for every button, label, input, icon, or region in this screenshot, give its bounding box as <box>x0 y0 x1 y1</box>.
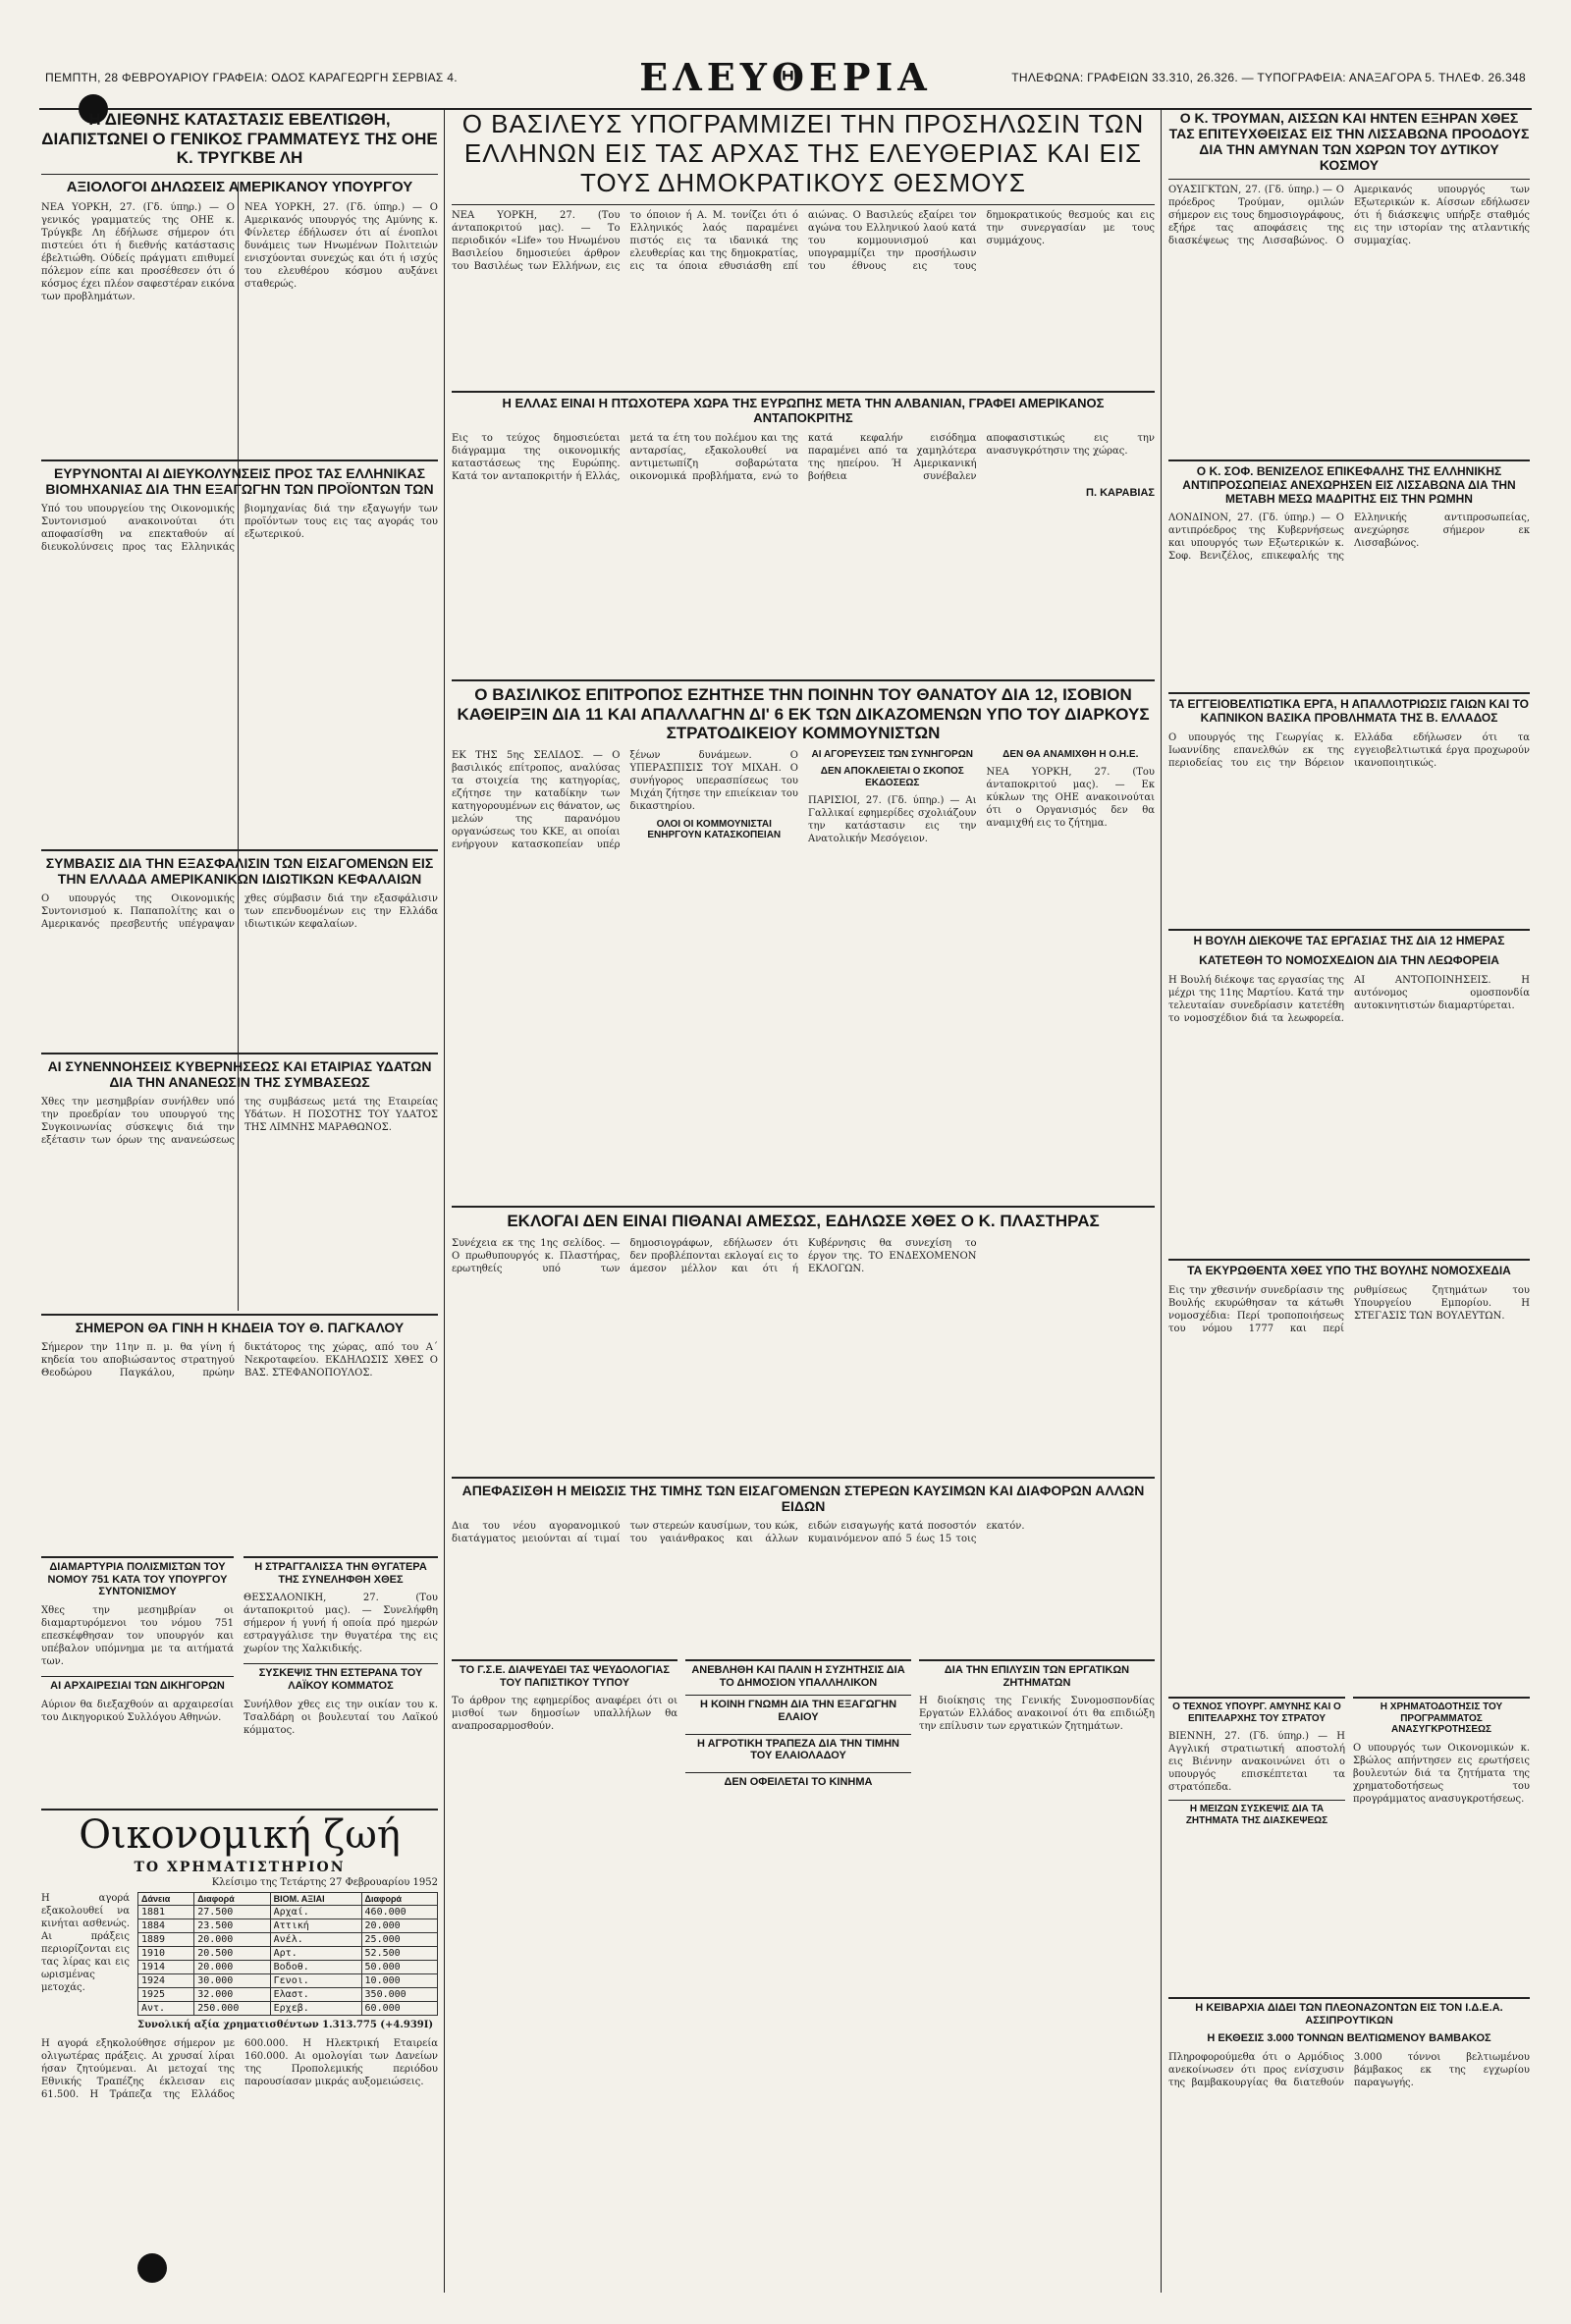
article-body: Χθες την μεσημβρίαν συνήλθεν υπό την προεδρίαν του υπουργού της Συγκοινωνίας σύσκεψις διά την εξέτασιν των όρων της ανανεώσεως της συμβάσεως μετά της Εταιρείας Υδάτων. Η ΠΟΣΟΤΗΣ ΤΟΥ ΥΔΑΤΟΣ ΤΗΣ ΛΙΜΝΗΣ ΜΑΡΑΘΩΝΟΣ. <box>41 1097 438 1147</box>
article-body: Ο υπουργός των Οικονομικών κ. Σβώλος απήντησεν εις ερωτήσεις βουλευτών διά τα ζητήματα της χρηματοδοτήσεως του προγράμματος ανασυγκροτήσεως. <box>1353 1742 1530 1805</box>
article-headline: Ο Κ. ΤΡΟΥΜΑΝ, ΑΙΣΣΩΝ ΚΑΙ ΗΝΤΕΝ ΕΞΗΡΑΝ ΧΘΕΣ ΤΑΣ ΕΠΙΤΕΥΧΘΕΙΣΑΣ ΕΙΣ ΤΗΝ ΛΙΣΣΑΒΩΝΑ ΠΡΟΟΔΟΥΣ ΔΙΑ ΤΗΝ ΑΜΥΝΑΝ ΤΩΝ ΧΩΡΩΝ ΤΟΥ ΔΥΤΙΚΟΥ ΚΟΣΜΟΥ <box>1168 110 1530 174</box>
article-body: ΟΥΑΣΙΓΚΤΩΝ, 27. (Γδ. ύπηρ.) — Ο πρόεδρος Τρούμαν, ομιλών σήμερον εις τους δημοσιογράφους, εξήρε τας αποφάσεις της διασκέψεως της Λισσαβώνος. Ο Αμερικανός υπουργός των Εξωτερικών κ. Αίσσων εδήλωσεν ότι ή διάσκεψις υπήρξε σταθμός εις την ιστορίαν της ατλαντικής συμμαχίας. <box>1168 179 1530 247</box>
article-body: Συνήλθον χθες εις την οικίαν του κ. Τσαλδάρη οι βουλευταί του Λαϊκού κόμματος. <box>244 1699 438 1736</box>
table-cell: Ανέλ. <box>270 1933 361 1947</box>
article-headline: ΣΥΣΚΕΨΙΣ ΤΗΝ ΕΣΤΕΡΑΝΑ ΤΟΥ ΛΑΪΚΟΥ ΚΟΜΜΑΤΟΣ <box>244 1663 438 1692</box>
table-cell: 1925 <box>138 1988 194 2002</box>
article-headline: Η ΑΓΡΟΤΙΚΗ ΤΡΑΠΕΖΑ ΔΙΑ ΤΗΝ ΤΙΜΗΝ ΤΟΥ ΕΛΑΙΟΛΑΔΟΥ <box>685 1734 911 1762</box>
article-headline: ΔΙΑ ΤΗΝ ΕΠΙΛΥΣΙΝ ΤΩΝ ΕΡΓΑΤΙΚΩΝ ΖΗΤΗΜΑΤΩΝ <box>919 1659 1155 1689</box>
article-albania <box>452 391 1155 676</box>
table-cell: 60.000 <box>361 2002 437 2016</box>
article-oil <box>685 1659 911 2288</box>
article-headline: Η ΜΕΙΖΩΝ ΣΥΣΚΕΨΙΣ ΔΙΑ ΤΑ ΖΗΤΗΜΑΤΑ ΤΗΣ ΔΙΑΣΚΕΨΕΩΣ <box>1168 1800 1345 1826</box>
article-body: Αύριον θα διεξαχθούν αι αρχαιρεσίαι του Δικηγορικού Συλλόγου Αθηνών. <box>41 1699 234 1723</box>
table-cell: 1924 <box>138 1974 194 1988</box>
article-body: ΝΕΑ ΥΟΡΚΗ, 27. (Του άνταποκριτού μας). — Εκ κύκλων της ΟΗΕ ανακοινούται ότι ο Οργανισμός δεν θα αναμιχθή εις το ζήτημα. <box>986 767 1155 830</box>
article-body: ΘΕΣΣΑΛΟΝΙΚΗ, 27. (Του άνταποκριτού μας). — Συνελήφθη σήμερον ή γυνή ή οποία πρό ημερών εστραγγάλισε την θυγατέρα της εις χωρίον της Χαλκιδικής. <box>244 1593 438 1655</box>
article-headline: ΣΗΜΕΡΟΝ ΘΑ ΓΙΝΗ Η ΚΗΔΕΙΑ ΤΟΥ Θ. ΠΑΓΚΑΛΟΥ <box>41 1314 438 1335</box>
article-body: Συνέχεια εκ της 1ης σελίδος. — Ο πρωθυπουργός κ. Πλαστήρας, ερωτηθείς υπό των δημοσιογράφων, εδήλωσεν ότι δεν προβλέπονται εκλογαί εις το άμεσον μέλλον και ότι ή Κυβέρνησις θα συνεχίση το έργον της. ΤΟ ΕΝΔΕΧΟΜΕΝΟΝ ΕΚΛΟΓΩΝ. <box>452 1237 977 1274</box>
table-cell: 1881 <box>138 1906 194 1919</box>
table-cell: 30.000 <box>194 1974 270 1988</box>
article-body: Πληροφορούμεθα ότι ο Αρμόδιος ανεκοίνωσεν ότι προς ενίσχυσιν της βαμβακουργίας θα διατεθούν 3.000 τόννοι βελτιωμένου βάμβακος εκ της εγχωρίου παραγωγής. <box>1168 2051 1530 2088</box>
article-funeral <box>41 1314 438 1549</box>
article-subheadline: ΔΕΝ ΘΑ ΑΝΑΜΙΧΘΗ Η Ο.Η.Ε. <box>1002 748 1139 760</box>
table-cell: Γενοι. <box>270 1974 361 1988</box>
article-headline: Ο ΒΑΣΙΛΕΥΣ ΥΠΟΓΡΑΜΜΙΖΕΙ ΤΗΝ ΠΡΟΣΗΛΩΣΙΝ ΤΩΝ ΕΛΛΗΝΩΝ ΕΙΣ ΤΑΣ ΑΡΧΑΣ ΤΗΣ ΕΛΕΥΘΕΡΙΑΣ ΚΑΙ ΕΙΣ ΤΟΥΣ ΔΗΜΟΚΡΑΤΙΚΟΥΣ ΘΕΣΜΟΥΣ <box>461 110 1145 197</box>
table-cell: 20.000 <box>194 1933 270 1947</box>
article-headline: Η ΔΙΕΘΝΗΣ ΚΑΤΑΣΤΑΣΙΣ ΕΒΕΛΤΙΩΘΗ, ΔΙΑΠΙΣΤΩΝΕΙ Ο ΓΕΝΙΚΟΣ ΓΡΑΜΜΑΤΕΥΣ ΤΗΣ ΟΗΕ Κ. ΤΡΥΓΚΒΕ ΛΗ <box>41 110 438 168</box>
table-cell: 1914 <box>138 1961 194 1974</box>
article-headline: ΤΑ ΕΚΥΡΩΘΕΝΤΑ ΧΘΕΣ ΥΠΟ ΤΗΣ ΒΟΥΛΗΣ ΝΟΜΟΣΧΕΔΙΑ <box>1168 1259 1530 1278</box>
article-cotton <box>1168 1997 1530 2290</box>
article-headline: Η ΒΟΥΛΗ ΔΙΕΚΟΨΕ ΤΑΣ ΕΡΓΑΣΙΑΣ ΤΗΣ ΔΙΑ 12 ΗΜΕΡΑΣ <box>1168 929 1530 948</box>
article-body: Η Βουλή διέκοψε τας εργασίας της μέχρι της 11ης Μαρτίου. Κατά την τελευταίαν συνεδρίασιν κατετέθη το νομοσχέδιον διά τα λεωφορεία. ΑΙ ΑΝΤΟΠΟΙΝΗΣΕΙΣ. Η αυτόνομος ομοσπονδία αυτοκινητιστών διαμαρτύρεται. <box>1168 974 1530 1024</box>
table-cell: 10.000 <box>361 1974 437 1988</box>
table-cell: 20.500 <box>194 1947 270 1961</box>
article-body: ΠΑΡΙΣΙΟΙ, 27. (Γδ. ύπηρ.) — Αι Γαλλικαί εφημερίδες σχολιάζουν την κατάστασιν εις την Ανατολικήν Μεσόγειον. <box>808 795 977 845</box>
article-body: Δια του νέου αγορανομικού διατάγματος μειούνται αί τιμαί των στερεών καυσίμων, του κώκ, του γαιάνθρακος και άλλων ειδών εισαγωγής κατά ποσοστόν κυμαινόμενον από 5 έως 15 τοις εκατόν. <box>452 1521 1025 1545</box>
article-body: Το άρθρον της εφημερίδος αναφέρει ότι οι μισθοί των δημοσίων υπαλλήλων θα αναπροσαρμοσθούν. <box>452 1696 677 1733</box>
table-cell: 1884 <box>138 1919 194 1933</box>
article-headline: Ο ΤΕΧΝΟΣ ΥΠΟΥΡΓ. ΑΜΥΝΗΣ ΚΑΙ Ο ΕΠΙΤΕΛΑΡΧΗΣ ΤΟΥ ΣΤΡΑΤΟΥ <box>1168 1697 1345 1724</box>
article-body: ΛΟΝΔΙΝΟΝ, 27. (Γδ. ύπηρ.) — Ο αντιπρόεδρος της Κυβερνήσεως και υπουργός των Εξωτερικών κ. Σοφ. Βενιζέλος, επικεφαλής της Ελληνικής αντιπροσωπείας, ανεχώρησε σήμερον εκ Λισσαβώνος. <box>1168 513 1530 563</box>
table-row <box>138 1961 438 1974</box>
article-law <box>41 1556 234 1802</box>
table-header: Διαφορά <box>194 1893 270 1906</box>
article-headline: ΑΙ ΑΡΧΑΙΡΕΣΙΑΙ ΤΩΝ ΔΙΚΗΓΟΡΩΝ <box>41 1676 234 1693</box>
article-body: Χθες την μεσημβρίαν οι διαμαρτυρόμενοι του νόμου 751 επεσκέφθησαν τον υπουργόν και υπέβαλον υπόμνημα με τα αιτήματά των. <box>41 1604 234 1667</box>
table-header: Δάνεια <box>138 1893 194 1906</box>
article-farm <box>1168 692 1530 923</box>
table-cell: 25.000 <box>361 1933 437 1947</box>
article-headline: ΕΥΡΥΝΟΝΤΑΙ ΑΙ ΔΙΕΥΚΟΛΥΝΣΕΙΣ ΠΡΟΣ ΤΑΣ ΕΛΛΗΝΙΚΑΣ ΒΙΟΜΗΧΑΝΙΑΣ ΔΙΑ ΤΗΝ ΕΞΑΓΩΓΗΝ ΤΩΝ ΠΡΟΪΟΝΤΩΝ ΤΩΝ <box>41 459 438 497</box>
article-headline: Η ΕΛΛΑΣ ΕΙΝΑΙ Η ΠΤΩΧΟΤΕΡΑ ΧΩΡΑ ΤΗΣ ΕΥΡΩΠΗΣ ΜΕΤΑ ΤΗΝ ΑΛΒΑΝΙΑΝ, ΓΡΑΦΕΙ ΑΜΕΡΙΚΑΝΟΣ ΑΝΤΑΠΟΚΡΙΤΗΣ <box>452 391 1155 426</box>
economy-intro: Η αγορά εξακολουθεί να κινήται ασθενώς. Αι πράξεις περιορίζονται εις τας λίρας και εις ωρισμένας μετοχάς. <box>41 1893 130 1993</box>
article-elections <box>452 1206 1155 1471</box>
article-prices <box>452 1477 1155 1653</box>
table-cell: 350.000 <box>361 1988 437 2002</box>
table-row <box>138 1988 438 2002</box>
article-headline: ΕΚΛΟΓΑΙ ΔΕΝ ΕΙΝΑΙ ΠΙΘΑΝΑΙ ΑΜΕΣΩΣ, ΕΔΗΛΩΣΕ ΧΘΕΣ Ο Κ. ΠΛΑΣΤΗΡΑΣ <box>452 1206 1155 1231</box>
article-signature: Π. ΚΑΡΑΒΙΑΣ <box>1086 486 1155 499</box>
article-body: ΝΕΑ ΥΟΡΚΗ, 27. (Του άνταποκριτού μας). — Το περιοδικόν «Life» του Ηνωμένου Βασιλείου δημοσιεύει άρθρον του Βασιλέως των Ελλήνων, εις το όποιον ή Α. Μ. τονίζει ότι ό Ελληνικός λαός παραμένει πιστός εις τα ιδανικά της ελευθερίας και της δημοκρατίας, εις τα όποια εθυσιάσθη επί αιώνας. Ο Βασιλεύς εξαίρει τον αγώνα του Ελληνικού λαού κατά του κομμουνισμού και υπογραμμίζει την προσήλωσιν του έθνους εις τους δημοκρατικούς θεσμούς και εις την συνεργασίαν με τους συμμάχους. <box>452 204 1155 273</box>
article-body: Εις την χθεσινήν συνεδρίασιν της Βουλής εκυρώθησαν τα κάτωθι νομοσχέδια: Περί τροποποιήσεως του νόμου 1777 και περί ρυθμίσεως ζητημάτων του Υπουργείου Εμπορίου. Η ΣΤΕΓΑΣΙΣ ΤΩΝ ΒΟΥΛΕΥΤΩΝ. <box>1168 1284 1530 1334</box>
article-union <box>452 1659 677 2288</box>
article-industry <box>41 459 438 844</box>
article-body: Υπό του υπουργείου της Οικονομικής Συντονισμού ανακοινούται ότι αποφασίσθη να επεκταθούν αί διευκολύνσεις προς τας Ελληνικάς βιομηχανίας διά την εξαγωγήν των προϊόντων τους εις τας αγοράς του εξωτερικού. <box>41 504 438 554</box>
article-subheadline: ΔΕΝ ΑΠΟΚΛΕΙΕΤΑΙ Ο ΣΚΟΠΟΣ ΕΚΔΟΣΕΩΣ <box>820 766 964 788</box>
economy-title: Οικονομική ζωή <box>79 1812 401 1858</box>
table-header: Διαφορά <box>361 1893 437 1906</box>
article-body: Η διοίκησις της Γενικής Συνομοσπονδίας Εργατών Ελλάδος ανακοινοί ότι θα επιδιώξη την επίλυσιν των εργατικών ζητημάτων. <box>919 1696 1155 1733</box>
article-subheadline: ΑΙ ΑΓΟΡΕΥΣΕΙΣ ΤΩΝ ΣΥΝΗΓΟΡΩΝ <box>811 748 973 760</box>
economy-body: Η αγορά εξηκολούθησε σήμερον με ολιγωτέρας πράξεις. Αι χρυσαί λίραι ήσαν ζητούμεναι. Αι μετοχαί της Εθνικής Τραπέζης έκλεισαν εις 61.500. Η Τράπεζα της Ελλάδος 600.000. Η Ηλεκτρική Εταιρεία 160.000. Αι ομολογίαι των Δανείων της Προπολεμικής περιόδου παρουσίασαν μικράς αυξομειώσεις. <box>41 2038 438 2100</box>
article-passed-laws <box>1168 1259 1530 1691</box>
article-headline: Η ΣΤΡΑΓΓΑΛΙΣΣΑ ΤΗΝ ΘΥΓΑΤΕΡΑ ΤΗΣ ΣΥΝΕΛΗΦΘΗ ΧΘΕΣ <box>244 1556 438 1586</box>
article-headline: Ο Κ. ΣΟΦ. ΒΕΝΙΖΕΛΟΣ ΕΠΙΚΕΦΑΛΗΣ ΤΗΣ ΕΛΛΗΝΙΚΗΣ ΑΝΤΙΠΡΟΣΩΠΕΙΑΣ ΑΝΕΧΩΡΗΣΕΝ ΕΙΣ ΛΙΣΣΑΒΩΝΑ ΔΙΑ ΤΗΝ ΜΕΤΑΒΗ ΜΕΣΩ ΜΑΔΡΙΤΗΣ ΕΙΣ ΤΗΝ ΡΩΜΗΝ <box>1168 459 1530 506</box>
article-venizelos <box>1168 459 1530 685</box>
article-headline: ΔΕΝ ΟΦΕΙΛΕΤΑΙ ΤΟ ΚΙΝΗΜΑ <box>685 1772 911 1789</box>
table-cell: Βοδοθ. <box>270 1961 361 1974</box>
article-headline: ΑΠΕΦΑΣΙΣΘΗ Η ΜΕΙΩΣΙΣ ΤΗΣ ΤΙΜΗΣ ΤΩΝ ΕΙΣΑΓΟΜΕΝΩΝ ΣΤΕΡΕΩΝ ΚΑΥΣΙΜΩΝ ΚΑΙ ΔΙΑΦΟΡΩΝ ΑΛΛΩΝ ΕΙΔΩΝ <box>452 1477 1155 1514</box>
table-row <box>138 2002 438 2016</box>
article-body: ΕΚ ΤΗΣ 5ης ΣΕΛΙΔΟΣ. — Ο βασιλικός επίτροπος, αναλύσας τα στοιχεία της κατηγορίας, εζήτησε την καταδίκην των κατηγορουμένων εις θάνατον, ως μελών της παρανόμου οργανώσεως του ΚΚΕ, αι οποίαι ενήργουν κατασκοπείαν υπέρ ξένων δυνάμεων. Ο ΥΠΕΡΑΣΠΙΣΙΣ ΤΟΥ ΜΙΧΑΗ. Ο συνήγορος υπερασπίσεως του Μιχάη ζήτησε την επιείκειαν του δικαστηρίου. <box>452 749 798 850</box>
table-row <box>138 1974 438 1988</box>
masthead <box>39 57 1532 110</box>
article-subheadline: ΟΛΟΙ ΟΙ ΚΟΜΜΟΥΝΙΣΤΑΙ ΕΝΗΡΓΟΥΝ ΚΑΤΑΣΚΟΠΕΙΑΝ <box>647 818 782 841</box>
article-headline: ΔΙΑΜΑΡΤΥΡΙΑ ΠΟΛΙΣΜΙΣΤΩΝ ΤΟΥ ΝΟΜΟΥ 751 ΚΑΤΑ ΤΟΥ ΥΠΟΥΡΓΟΥ ΣΥΝΤΟΝΙΣΜΟΥ <box>41 1556 234 1598</box>
article-subheadline: Η ΕΚΘΕΣΙΣ 3.000 ΤΟΝΝΩΝ ΒΕΛΤΙΩΜΕΝΟΥ ΒΑΜΒΑΚΟΣ <box>1207 2032 1491 2045</box>
article-subheadline: ΑΞΙΟΛΟΓΟΙ ΔΗΛΩΣΕΙΣ ΑΜΕΡΙΚΑΝΟΥ ΥΠΟΥΡΓΟΥ <box>41 174 438 195</box>
table-cell: Αττική <box>270 1919 361 1933</box>
article-finance <box>1353 1697 1530 1991</box>
economy-section <box>41 1809 438 2292</box>
article-headline: ΑΝΕΒΛΗΘΗ ΚΑΙ ΠΑΛΙΝ Η ΣΥΖΗΤΗΣΙΣ ΔΙΑ ΤΟ ΔΗΜΟΣΙΟΝ ΥΠΑΛΛΗΛΙΚΟΝ <box>685 1659 911 1689</box>
article-subheadline: Η ΚΟΙΝΗ ΓΝΩΜΗ ΔΙΑ ΤΗΝ ΕΞΑΓΩΓΗΝ ΕΛΑΙΟΥ <box>685 1695 911 1723</box>
table-cell: 50.000 <box>361 1961 437 1974</box>
column-rule <box>1161 108 1162 2293</box>
table-row <box>138 1919 438 1933</box>
article-un <box>41 110 438 454</box>
table-cell: 20.000 <box>194 1961 270 1974</box>
table-cell: Ερχεβ. <box>270 2002 361 2016</box>
economy-subtitle: ΤΟ ΧΡΗΜΑΤΙΣΤΗΡΙΟΝ <box>134 1860 346 1875</box>
market-total: Συνολική αξία χρηματισθέντων 1.313.775 (+4.939Ι) <box>137 2020 434 2030</box>
article-body: Εις το τεύχος δημοσιεύεται διάγραμμα της οικονομικής καταστάσεως της Ευρώπης. Κατά τον ανταποκριτήν ή Ελλάς, μετά τα έτη του πολέμου και της ανταρσίας, εξακολουθεί να αντιμετωπίζη σοβαρώτατα οικονομικά προβλήματα, ενώ το κατά κεφαλήν εισόδημα παραμένει από τα χαμηλότερα της ηπείρου. Ή Αμερικανική βοήθεια συνέβαλεν αποφασιστικώς εις την ανασυγκρότησιν της χώρας. <box>452 432 1155 482</box>
article-headline: Η ΧΡΗΜΑΤΟΔΟΤΗΣΙΣ ΤΟΥ ΠΡΟΓΡΑΜΜΑΤΟΣ ΑΝΑΣΥΓΚΡΟΤΗΣΕΩΣ <box>1353 1697 1530 1736</box>
economy-date: Κλείσιμο της Τετάρτης 27 Φεβρουαρίου 1952 <box>211 1877 438 1888</box>
column-rule <box>444 108 445 2293</box>
table-cell: 460.000 <box>361 1906 437 1919</box>
table-cell: 250.000 <box>194 2002 270 2016</box>
table-cell: Αρτ. <box>270 1947 361 1961</box>
article-water <box>41 1053 438 1308</box>
article-strangler <box>244 1556 438 1802</box>
table-row <box>138 1933 438 1947</box>
table-cell: Ελαστ. <box>270 1988 361 2002</box>
article-body: ΝΕΑ ΥΟΡΚΗ, 27. (Γδ. ύπηρ.) — Ο Αμερικανός υπουργός της Αμύνης κ. Φίνλετερ έδήλωσεν ότι αί ένοπλοι δυνάμεις των Ηνωμένων Πολιτειών ενισχύονται συνεχώς και ότι ή ισχύς του ελευθέρου κόσμου αυξάνει σταθερώς. <box>244 201 438 290</box>
newspaper-title: ΕΛΕΥΘΕΡΙΑ <box>639 55 932 99</box>
article-body: ΝΕΑ ΥΟΡΚΗ, 27. (Γδ. ύπηρ.) — Ο γενικός γραμματεύς της ΟΗΕ κ. Τρύγκβε Λη έδήλωσε σήμερον ότι πιστεύει ότι ή διεθνής κατάστασις έβελτιώθη. Ούδείς πράγματι επιθυμεί πόλεμον είπε και προσέθεσεν ότι ό κόσμος έχει πλέον σαφεστέραν εικόνα των προβλημάτων. <box>41 201 235 302</box>
table-cell: 1910 <box>138 1947 194 1961</box>
article-imports <box>41 849 438 1046</box>
article-body: ΒΙΕΝΝΗ, 27. (Γδ. ύπηρ.) — Η Αγγλική στρατιωτική αποστολή εις Βιέννην ανακοινώνει ότι ο υπουργός επισκέπτεται τα στρατόπεδα. <box>1168 1731 1345 1793</box>
article-headline: Η ΚΕΙΒΑΡΧΙΑ ΔΙΔΕΙ ΤΩΝ ΠΛΕΟΝΑΖΟΝΤΩΝ ΕΙΣ ΤΟΝ Ι.Δ.Ε.Α. ΑΣΣΙΠΡΟΥΤΙΚΩΝ <box>1168 1997 1530 2027</box>
article-workers <box>919 1659 1155 2288</box>
article-headline: ΣΥΜΒΑΣΙΣ ΔΙΑ ΤΗΝ ΕΞΑΣΦΑΛΙΣΙΝ ΤΩΝ ΕΙΣΑΓΟΜΕΝΩΝ ΕΙΣ ΤΗΝ ΕΛΛΑΔΑ ΑΜΕΡΙΚΑΝΙΚΩΝ ΙΔΙΩΤΙΚΩΝ ΚΕΦΑΛΑΙΩΝ <box>41 849 438 887</box>
table-row <box>138 1906 438 1919</box>
table-cell: 1889 <box>138 1933 194 1947</box>
article-defense <box>1168 1697 1345 1991</box>
table-cell: 32.000 <box>194 1988 270 2002</box>
table-cell: 23.500 <box>194 1919 270 1933</box>
market-table <box>137 1892 438 2016</box>
article-parliament <box>1168 929 1530 1253</box>
table-cell: Αντ. <box>138 2002 194 2016</box>
article-headline: ΤΟ Γ.Σ.Ε. ΔΙΑΨΕΥΔΕΙ ΤΑΣ ΨΕΥΔΟΛΟΓΙΑΣ ΤΟΥ ΠΑΠΙΣΤΙΚΟΥ ΤΥΠΟΥ <box>452 1659 677 1689</box>
article-subheadline: ΚΑΤΕΤΕΘΗ ΤΟ ΝΟΜΟΣΧΕΔΙΟΝ ΔΙΑ ΤΗΝ ΛΕΩΦΟΡΕΙΑ <box>1199 952 1499 967</box>
masthead-phones: ΤΗΛΕΦΩΝΑ: ΓΡΑΦΕΙΩΝ 33.310, 26.326. — ΤΥΠΟΓΡΑΦΕΙΑ: ΑΝΑΞΑΓΟΡΑ 5. ΤΗΛΕΦ. 26.348 <box>1011 71 1526 84</box>
table-row <box>138 1947 438 1961</box>
article-headline: ΑΙ ΣΥΝΕΝΝΟΗΣΕΙΣ ΚΥΒΕΡΝΗΣΕΩΣ ΚΑΙ ΕΤΑΙΡΙΑΣ ΥΔΑΤΩΝ ΔΙΑ ΤΗΝ ΑΝΑΝΕΩΣΙΝ ΤΗΣ ΣΥΜΒΑΣΕΩΣ <box>41 1053 438 1090</box>
article-truman <box>1168 110 1530 454</box>
article-body: Ο υπουργός της Γεωργίας κ. Ιωαννίδης επανελθών εκ της περιοδείας του εις την Βόρειον Ελλάδα εδήλωσεν ότι τα εγγειοβελτιωτικά έργα προχωρούν ικανοποιητικώς. <box>1168 731 1530 769</box>
table-cell: 20.000 <box>361 1919 437 1933</box>
article-king <box>452 110 1155 385</box>
table-cell: 27.500 <box>194 1906 270 1919</box>
article-headline: Ο ΒΑΣΙΛΙΚΟΣ ΕΠΙΤΡΟΠΟΣ ΕΖΗΤΗΣΕ ΤΗΝ ΠΟΙΝΗΝ ΤΟΥ ΘΑΝΑΤΟΥ ΔΙΑ 12, ΙΣΟΒΙΟΝ ΚΑΘΕΙΡΞΙΝ ΔΙΑ 11 ΚΑΙ ΑΠΑΛΛΑΓΗΝ ΔΙ' 6 ΕΚ ΤΩΝ ΔΙΚΑΖΟΜΕΝΩΝ ΥΠΟ ΤΟΥ ΔΙΑΡΚΟΥΣ ΣΤΡΑΤΟΔΙΚΕΙΟΥ ΚΟΜΜΟΥΝΙΣΤΩΝ <box>452 679 1155 743</box>
table-cell: 52.500 <box>361 1947 437 1961</box>
article-trial <box>452 679 1155 1200</box>
table-cell: Αρχαί. <box>270 1906 361 1919</box>
article-body: Ο υπουργός της Οικονομικής Συντονισμού κ. Παπαπολίτης και ο Αμερικανός πρεσβευτής υπέγραψαν χθες σύμβασιν διά την εξασφάλισιν των επενδυομένων εις την Ελλάδα ιδιωτικών κεφαλαίων. <box>41 893 438 931</box>
masthead-date-address: ΠΕΜΠΤΗ, 28 ΦΕΒΡΟΥΑΡΙΟΥ ΓΡΑΦΕΙΑ: ΟΔΟΣ ΚΑΡΑΓΕΩΡΓΗ ΣΕΡΒΙΑΣ 4. <box>45 71 458 84</box>
article-body: Σήμερον την 11ην π. μ. θα γίνη ή κηδεία του αποβιώσαντος στρατηγού Θεοδώρου Παγκάλου, πρώην δικτάτορος της χώρας, από του Α΄ Νεκροταφείου. ΕΚΔΗΛΩΣΙΣ ΧΘΕΣ Ο ΒΑΣ. ΣΤΕΦΑΝΟΠΟΥΛΟΣ. <box>41 1342 438 1379</box>
table-header: ΒΙΟΜ. ΑΞΙΑΙ <box>270 1893 361 1906</box>
article-headline: ΤΑ ΕΓΓΕΙΟΒΕΛΤΙΩΤΙΚΑ ΕΡΓΑ, Η ΑΠΑΛΛΟΤΡΙΩΣΙΣ ΓΑΙΩΝ ΚΑΙ ΤΟ ΚΑΠΝΙΚΟΝ ΒΑΣΙΚΑ ΠΡΟΒΛΗΜΑΤΑ ΤΗΣ Β. ΕΛΛΑΔΟΣ <box>1168 692 1530 726</box>
